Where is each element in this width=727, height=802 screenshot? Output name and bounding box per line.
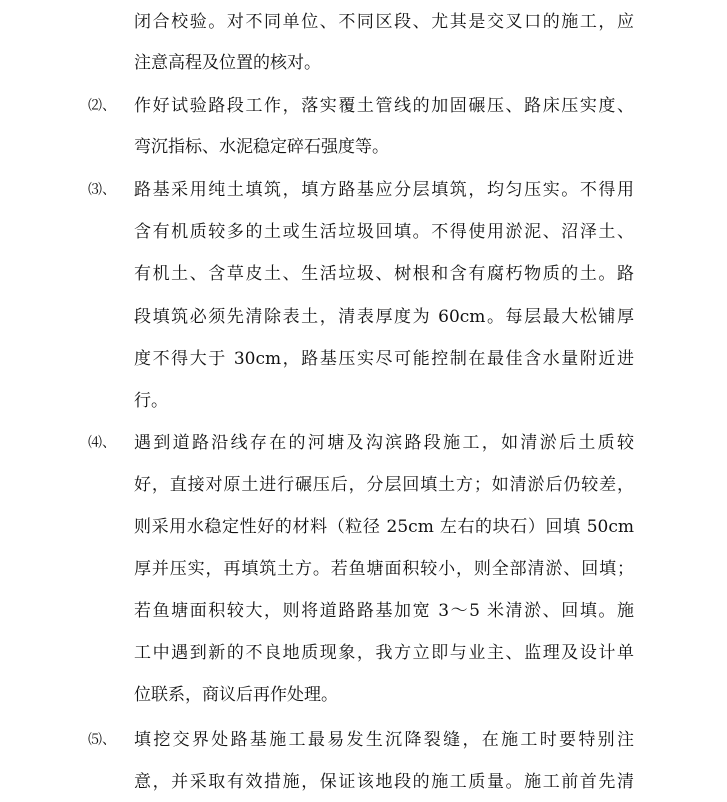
paragraph-5-number: ⑸、 [88,732,116,748]
paragraph-4-line-6: 工中遇到新的不良地质现象，我方立即与业主、监理及设计单 [134,643,634,663]
paragraph-5-line-2: 意，并采取有效措施，保证该地段的施工质量。施工前首先清 [134,772,634,792]
paragraph-4-line-2: 好，直接对原土进行碾压后，分层回填土方；如清淤后仍较差， [134,475,634,495]
paragraph-5-line-1: 填挖交界处路基施工最易发生沉降裂缝，在施工时要特别注 [134,730,634,750]
paragraph-3-line-2: 含有机质较多的土或生活垃圾回填。不得使用淤泥、沼泽土、 [134,222,634,242]
paragraph-1-line-2: 注意高程及位置的核对。 [134,53,321,73]
paragraph-2-line-1: 作好试验路段工作，落实覆土管线的加固碾压、路床压实度、 [134,96,634,116]
paragraph-2-number: ⑵、 [88,98,116,114]
paragraph-4-line-7: 位联系，商议后再作处理。 [134,685,338,705]
paragraph-2-line-2: 弯沉指标、水泥稳定碎石强度等。 [134,137,389,157]
paragraph-3-line-4: 段填筑必须先清除表土，清表厚度为 60cm。每层最大松铺厚 [134,307,634,327]
paragraph-1-line-1: 闭合校验。对不同单位、不同区段、尤其是交叉口的施工，应 [134,12,634,32]
paragraph-4-line-4: 厚并压实，再填筑土方。若鱼塘面积较小，则全部清淤、回填； [134,559,634,579]
paragraph-4-line-5: 若鱼塘面积较大，则将道路路基加宽 3～5 米清淤、回填。施 [134,601,634,621]
paragraph-3-line-6: 行。 [134,391,168,411]
paragraph-4-line-3: 则采用水稳定性好的材料（粒径 25cm 左右的块石）回填 50cm [134,517,634,537]
paragraph-3-line-5: 度不得大于 30cm，路基压实尽可能控制在最佳含水量附近进 [134,349,634,369]
paragraph-4-line-1: 遇到道路沿线存在的河塘及沟滨路段施工，如清淤后土质较 [134,433,634,453]
paragraph-4-number: ⑷、 [88,435,116,451]
paragraph-3-line-3: 有机土、含草皮土、生活垃圾、树根和含有腐朽物质的土。路 [134,264,634,284]
paragraph-3-line-1: 路基采用纯土填筑，填方路基应分层填筑，均匀压实。不得用 [134,180,634,200]
paragraph-3-number: ⑶、 [88,182,116,198]
